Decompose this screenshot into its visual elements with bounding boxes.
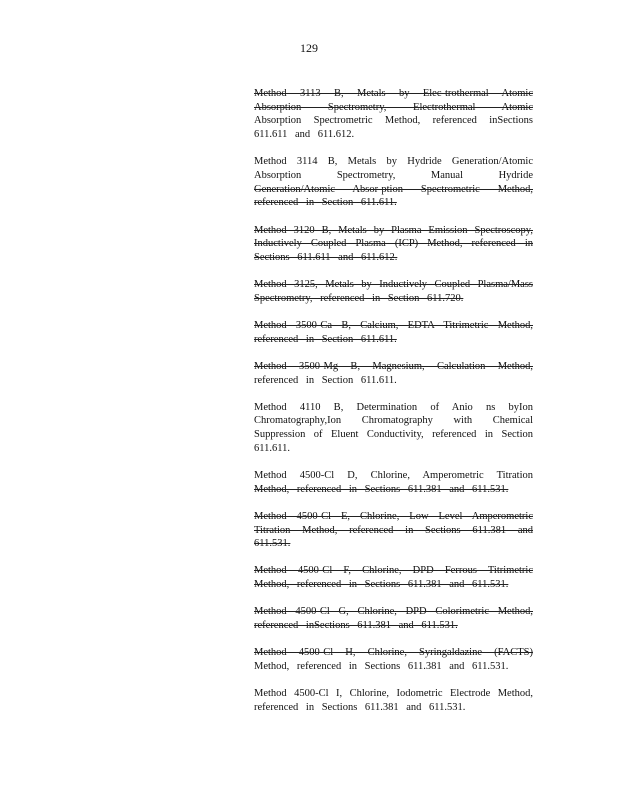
- page-number: 129: [300, 41, 318, 55]
- text-line: Suppression of Eluent Conductivity, referenced in Section: [254, 429, 533, 441]
- text-line: Method 3114 B, Metals by Hydride Generation/Atomic: [254, 156, 533, 168]
- struck-text-line: 611.531.: [254, 538, 291, 550]
- struck-text-line: Method 4500-Cl G, Chlorine, DPD Colorimetric Method,: [254, 606, 533, 618]
- method-paragraph: [254, 87, 533, 142]
- method-paragraph: [254, 224, 533, 265]
- method-paragraph: [254, 401, 533, 456]
- struck-text-line: referenced inSections 611.381 and 611.531.: [254, 619, 458, 631]
- method-paragraph: [254, 687, 533, 714]
- text-line: Method 4500-Cl D, Chlorine, Amperometric Titration: [254, 469, 533, 481]
- struck-text-line: Method 4500-Cl E, Chlorine, Low Level Amperometric: [254, 510, 533, 522]
- method-paragraph: [254, 469, 533, 496]
- text-line: 611.611 and 611.612.: [254, 129, 355, 141]
- method-paragraph: [254, 319, 533, 346]
- text-line: 611.611.: [254, 442, 290, 454]
- text-line: Chromatography,Ion Chromatography with Chemical: [254, 415, 533, 427]
- text-line: Method 4500-Cl I, Chlorine, Iodometric Electrode Method,: [254, 688, 533, 699]
- struck-text-line: Method 4500-Cl H, Chlorine, Syringaldazine (FACTS): [254, 647, 533, 659]
- struck-text-line: Spectrometry, referenced in Section 611.720.: [254, 292, 464, 304]
- text-line: Method, referenced in Sections 611.381 and 611.531.: [254, 660, 509, 672]
- struck-text-line: Method, referenced in Sections 611.381 and 611.531.: [254, 579, 509, 591]
- method-paragraph: [254, 510, 533, 551]
- text-line: referenced in Section 611.611.: [254, 374, 397, 386]
- text-line: Absorption Spectrometric Method, referenced inSections: [254, 115, 533, 127]
- struck-text-line: Generation/Atomic Absor-ption Spectrometric Method,: [254, 183, 533, 195]
- method-paragraph: [254, 278, 533, 305]
- method-paragraph: [254, 360, 533, 387]
- document-body: [254, 87, 533, 728]
- struck-text-line: referenced in Section 611.611.: [254, 333, 397, 345]
- method-paragraph: [254, 605, 533, 632]
- struck-text-line: Titration Method, referenced in Sections 611.381 and: [254, 524, 533, 536]
- struck-text-line: Absorption Spectrometry, Electrothermal Atomic: [254, 101, 533, 113]
- method-paragraph: [254, 646, 533, 673]
- struck-text-line: Method 3120 B, Metals by Plasma Emission Spectroscopy,: [254, 224, 533, 236]
- method-paragraph: [254, 564, 533, 591]
- struck-text-line: Method 3500-Ca B, Calcium, EDTA Titrimetric Method,: [254, 319, 533, 331]
- struck-text-line: Sections 611.611 and 611.612.: [254, 251, 398, 263]
- struck-text-line: Method 3500-Mg B, Magnesium, Calculation Method,: [254, 360, 533, 372]
- text-line: Method 4110 B, Determination of Anio ns byIon: [254, 401, 533, 413]
- struck-text-line: referenced in Section 611.611.: [254, 197, 397, 209]
- method-paragraph: [254, 155, 533, 210]
- struck-text-line: Method 4500-Cl F, Chlorine, DPD Ferrous Titrimetric: [254, 565, 533, 577]
- struck-text-line: Method 3113 B, Metals by Elec-trothermal Atomic: [254, 88, 533, 99]
- text-line: Absorption Spectrometry, Manual Hydride: [254, 169, 533, 181]
- text-line: referenced in Sections 611.381 and 611.531.: [254, 701, 466, 713]
- struck-text-line: Inductively Coupled Plasma (ICP) Method, referenced in: [254, 238, 533, 250]
- struck-text-line: Method 3125, Metals by Inductively Coupled Plasma/Mass: [254, 279, 533, 291]
- struck-text-line: Method, referenced in Sections 611.381 and 611.531.: [254, 483, 509, 495]
